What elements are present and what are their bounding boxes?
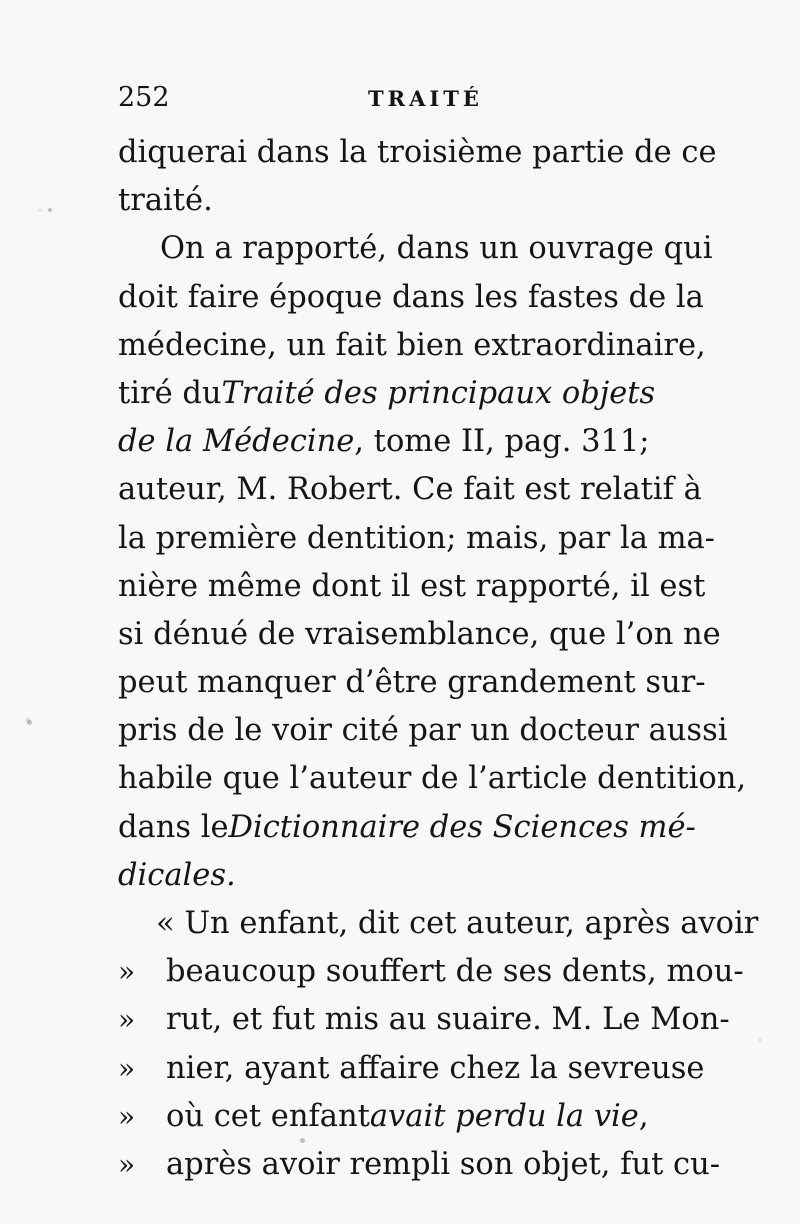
line-text: « Un enfant, dit cet auteur, après avoir [156, 906, 759, 941]
line-text: On a rapporté, dans un ouvrage qui [160, 231, 713, 267]
paper-speck [48, 208, 52, 212]
line-text: médecine, un fait bien extraordinaire, [118, 327, 706, 363]
line-text: , [638, 1098, 649, 1134]
line-text: auteur, M. Robert. Ce fait est relatif à [118, 472, 702, 508]
line-text: pris de le voir cité par un docteur aussi [118, 713, 728, 749]
italic-title: dicales. [118, 857, 236, 893]
running-title: TRAITÉ [368, 86, 483, 111]
line-text: rut, et fut mis au suaire. M. Le Mon- [166, 1002, 730, 1038]
text-line [118, 707, 758, 755]
italic-title: Traité des principaux objets [221, 375, 656, 411]
text-line [118, 322, 758, 370]
quote-mark: » [118, 1099, 136, 1133]
line-text: peut manquer d’être grandement sur- [118, 665, 706, 701]
paragraph-start-line [118, 225, 758, 273]
quote-line [118, 996, 758, 1044]
quote-mark: » [118, 1051, 136, 1085]
quote-line [118, 1045, 758, 1093]
quote-line [118, 1093, 758, 1141]
quote-mark: » [118, 1003, 136, 1037]
line-text: beaucoup souffert de ses dents, mou- [166, 954, 744, 990]
line-text: nier, ayant affaire chez la sevreuse [166, 1050, 705, 1086]
text-line [118, 755, 758, 803]
text-line [118, 852, 758, 900]
line-text: dans le [118, 809, 229, 845]
line-text: tiré du [118, 375, 222, 411]
text-line [118, 466, 758, 514]
quote-mark: » [118, 1147, 136, 1181]
line-text: doit faire époque dans les fastes de la [118, 279, 704, 315]
italic-phrase: avait perdu la vie [369, 1098, 639, 1134]
paper-speck [300, 1138, 305, 1143]
text-line [118, 177, 758, 225]
text-line [118, 515, 758, 563]
line-text: après avoir rempli son objet, fut cu- [166, 1146, 721, 1182]
line-text: si dénué de vraisemblance, que l’on ne [118, 616, 721, 652]
quote-line [118, 948, 758, 996]
line-text: habile que l’auteur de l’article dentition, [118, 761, 747, 797]
quote-mark: » [118, 955, 136, 989]
page-number: 252 [118, 82, 170, 113]
line-text: la première dentition; mais, par la ma- [118, 520, 715, 556]
body-text [118, 129, 758, 1189]
text-line [118, 418, 758, 466]
text-line [118, 370, 758, 418]
text-line [118, 274, 758, 322]
line-text: traité. [118, 183, 213, 219]
text-line [118, 129, 758, 177]
running-head [118, 82, 758, 114]
italic-title: de la Médecine [118, 424, 355, 460]
line-text: nière même dont il est rapporté, il est [118, 568, 706, 604]
italic-title: Dictionnaire des Sciences mé- [228, 809, 696, 845]
line-text: diquerai dans la troisième partie de ce [118, 135, 717, 170]
quote-line [118, 1141, 758, 1189]
text-line [118, 804, 758, 852]
text-line [118, 563, 758, 611]
quote-start-line [118, 900, 758, 948]
text-line [118, 659, 758, 707]
line-text: , tome II, pag. 311; [354, 424, 650, 460]
text-line [118, 611, 758, 659]
paper-speck [27, 720, 32, 725]
line-text: où cet enfant [166, 1098, 370, 1134]
